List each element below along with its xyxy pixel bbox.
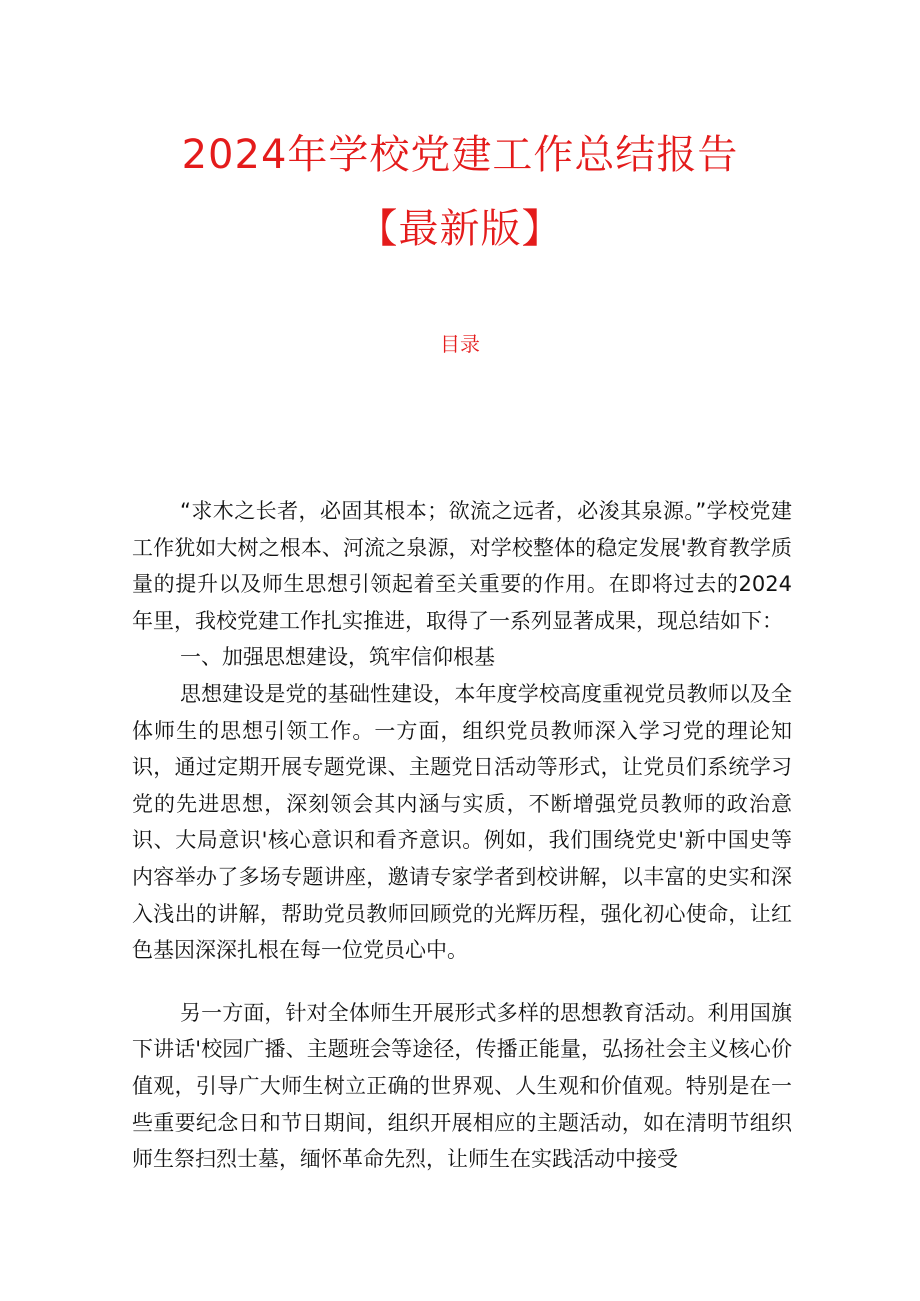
document-title-line2: 【最新版】 <box>357 206 563 252</box>
section-heading: 一、加强思想建设，筑牢信仰根基 <box>180 645 495 670</box>
document-title-line1: 2024年学校党建工作总结报告 <box>181 132 739 178</box>
document-body <box>132 493 792 1178</box>
body-paragraph: 另一方面，针对全体师生开展形式多样的思想教育活动。利用国旗下讲话'校园广播、主题班会等途径，传播正能量，弘扬社会主义核心价值观，引导广大师生树立正确的世界观、人生观和价值观。特别是在一些重要纪念日和节日期间，组织开展相应的主题活动，如在清明节组织师生祭扫烈士墓，缅怀革命先烈，让师生在实践活动中接受 <box>132 1000 792 1172</box>
toc-label: 目录 <box>440 332 480 356</box>
body-paragraph: 思想建设是党的基础性建设，本年度学校高度重视党员教师以及全体师生的思想引领工作。一方面，组织党员教师深入学习党的理论知识，通过定期开展专题党课、主题党日活动等形式，让党员们系统学习党的先进思想，深刻领会其内涵与实质，不断增强党员教师的政治意识、大局意识'核心意识和看齐意识。例如，我们围绕党史'新中国史等内容举办了多场专题讲座，邀请专家学者到校讲解，以丰富的史实和深入浅出的讲解，帮助党员教师回顾党的光辉历程，强化初心使命，让红色基因深深扎根在每一位党员心中。 <box>132 681 792 963</box>
intro-paragraph: “求木之长者，必固其根本；欲流之远者，必浚其泉源。”学校党建工作犹如大树之根本、河流之泉源，对学校整体的稳定发展'教育教学质量的提升以及师生思想引领起着至关重要的作用。在即将过去的2024年里，我校党建工作扎实推进，取得了一系列显著成果，现总结如下： <box>132 499 792 633</box>
